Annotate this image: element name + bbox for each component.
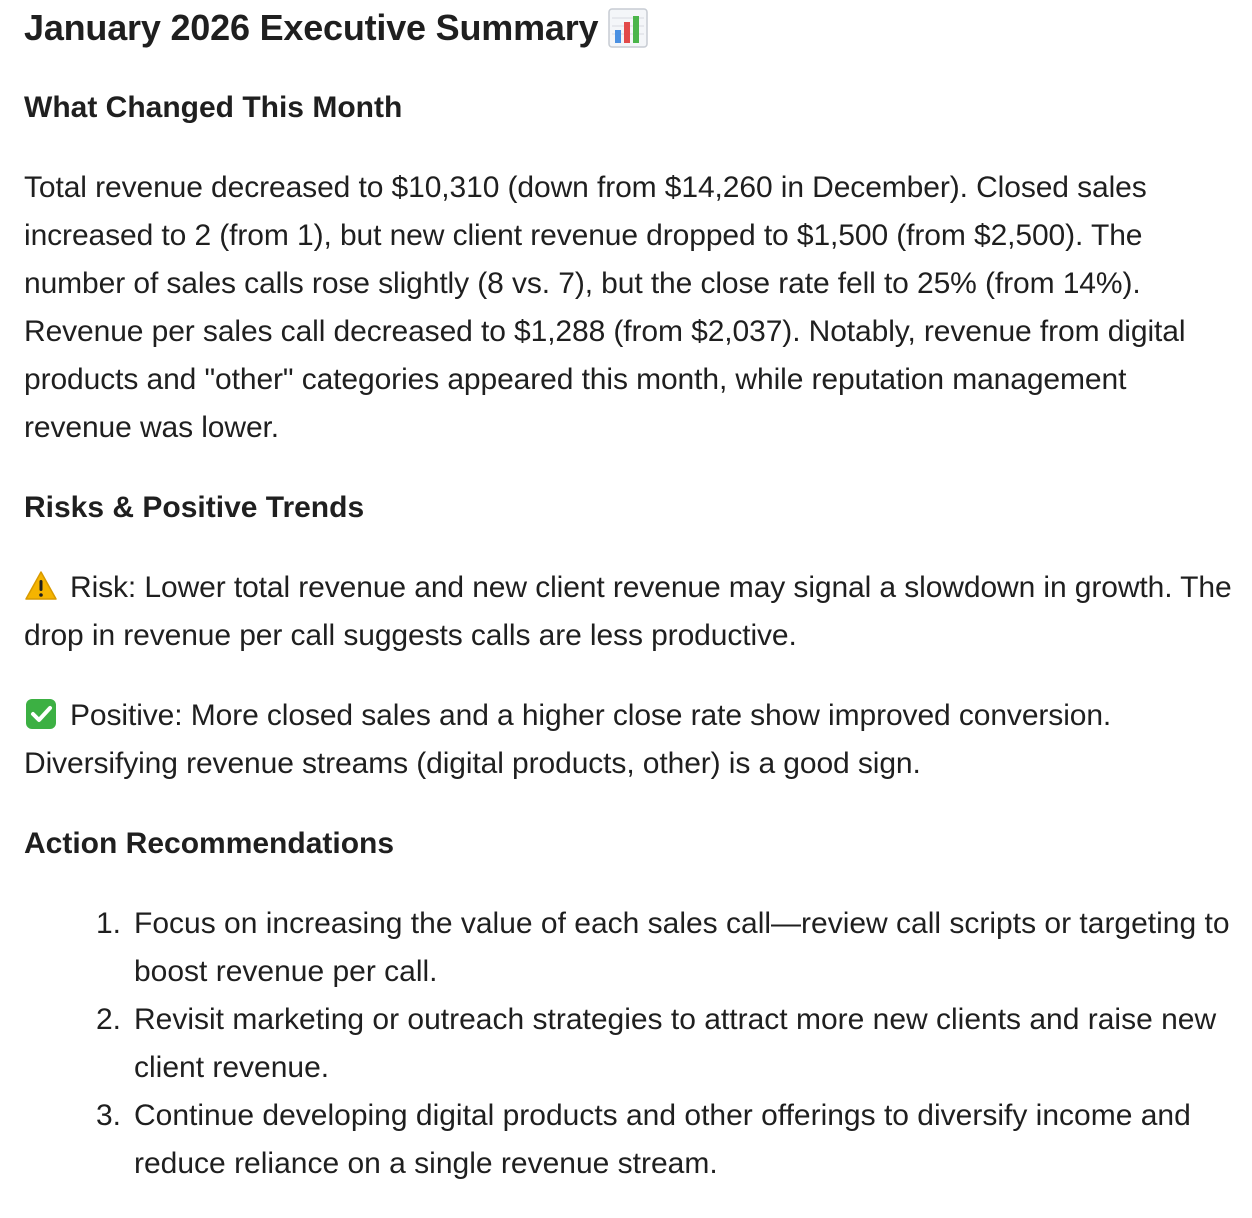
title-text: January 2026 Executive Summary	[24, 7, 599, 48]
section-heading-changed: What Changed This Month	[24, 91, 403, 124]
checkmark-icon	[24, 697, 58, 731]
list-number: 2.	[96, 1003, 122, 1036]
list-number: 1.	[96, 907, 122, 940]
positive-text: Positive: More closed sales and a higher close rate show improved conversion. Diversifying revenue streams (digital products, other) is a good sign.	[24, 699, 1112, 780]
changed-paragraph: Total revenue decreased to $10,310 (down from $14,260 in December). Closed sales increased to 2 (from 1), but new client revenue dropped to $1,500 (from $2,500). The number of sales calls rose slightly (8 vs. 7), but the close rate fell to 25% (from 14%). Revenue per sales call decreased to $1,288 (from $2,037). Notably, revenue from digital products and "other" categories appeared this month, while reputation management revenue was lower.	[24, 171, 1186, 444]
list-item-text: Focus on increasing the value of each sales call—review call scripts or targeting to boost revenue per call.	[134, 907, 1230, 988]
risk-text: Risk: Lower total revenue and new client revenue may signal a slowdown in growth. The drop in revenue per call suggests calls are less productive.	[24, 571, 1232, 652]
bar-chart-icon	[608, 8, 648, 48]
list-item-text: Revisit marketing or outreach strategies to attract more new clients and raise new client revenue.	[134, 1003, 1217, 1084]
page-title	[24, 6, 648, 50]
list-item	[24, 996, 1234, 1092]
list-item	[24, 1092, 1234, 1188]
list-item-text: Continue developing digital products and other offerings to diversify income and reduce reliance on a single revenue stream.	[134, 1099, 1191, 1180]
positive-paragraph	[24, 692, 1234, 788]
list-number: 3.	[96, 1099, 122, 1132]
list-item	[24, 900, 1234, 996]
section-heading-actions: Action Recommendations	[24, 827, 395, 860]
risk-paragraph	[24, 564, 1234, 660]
warning-icon	[24, 569, 58, 603]
action-list	[24, 900, 1234, 1188]
section-heading-risks: Risks & Positive Trends	[24, 491, 365, 524]
